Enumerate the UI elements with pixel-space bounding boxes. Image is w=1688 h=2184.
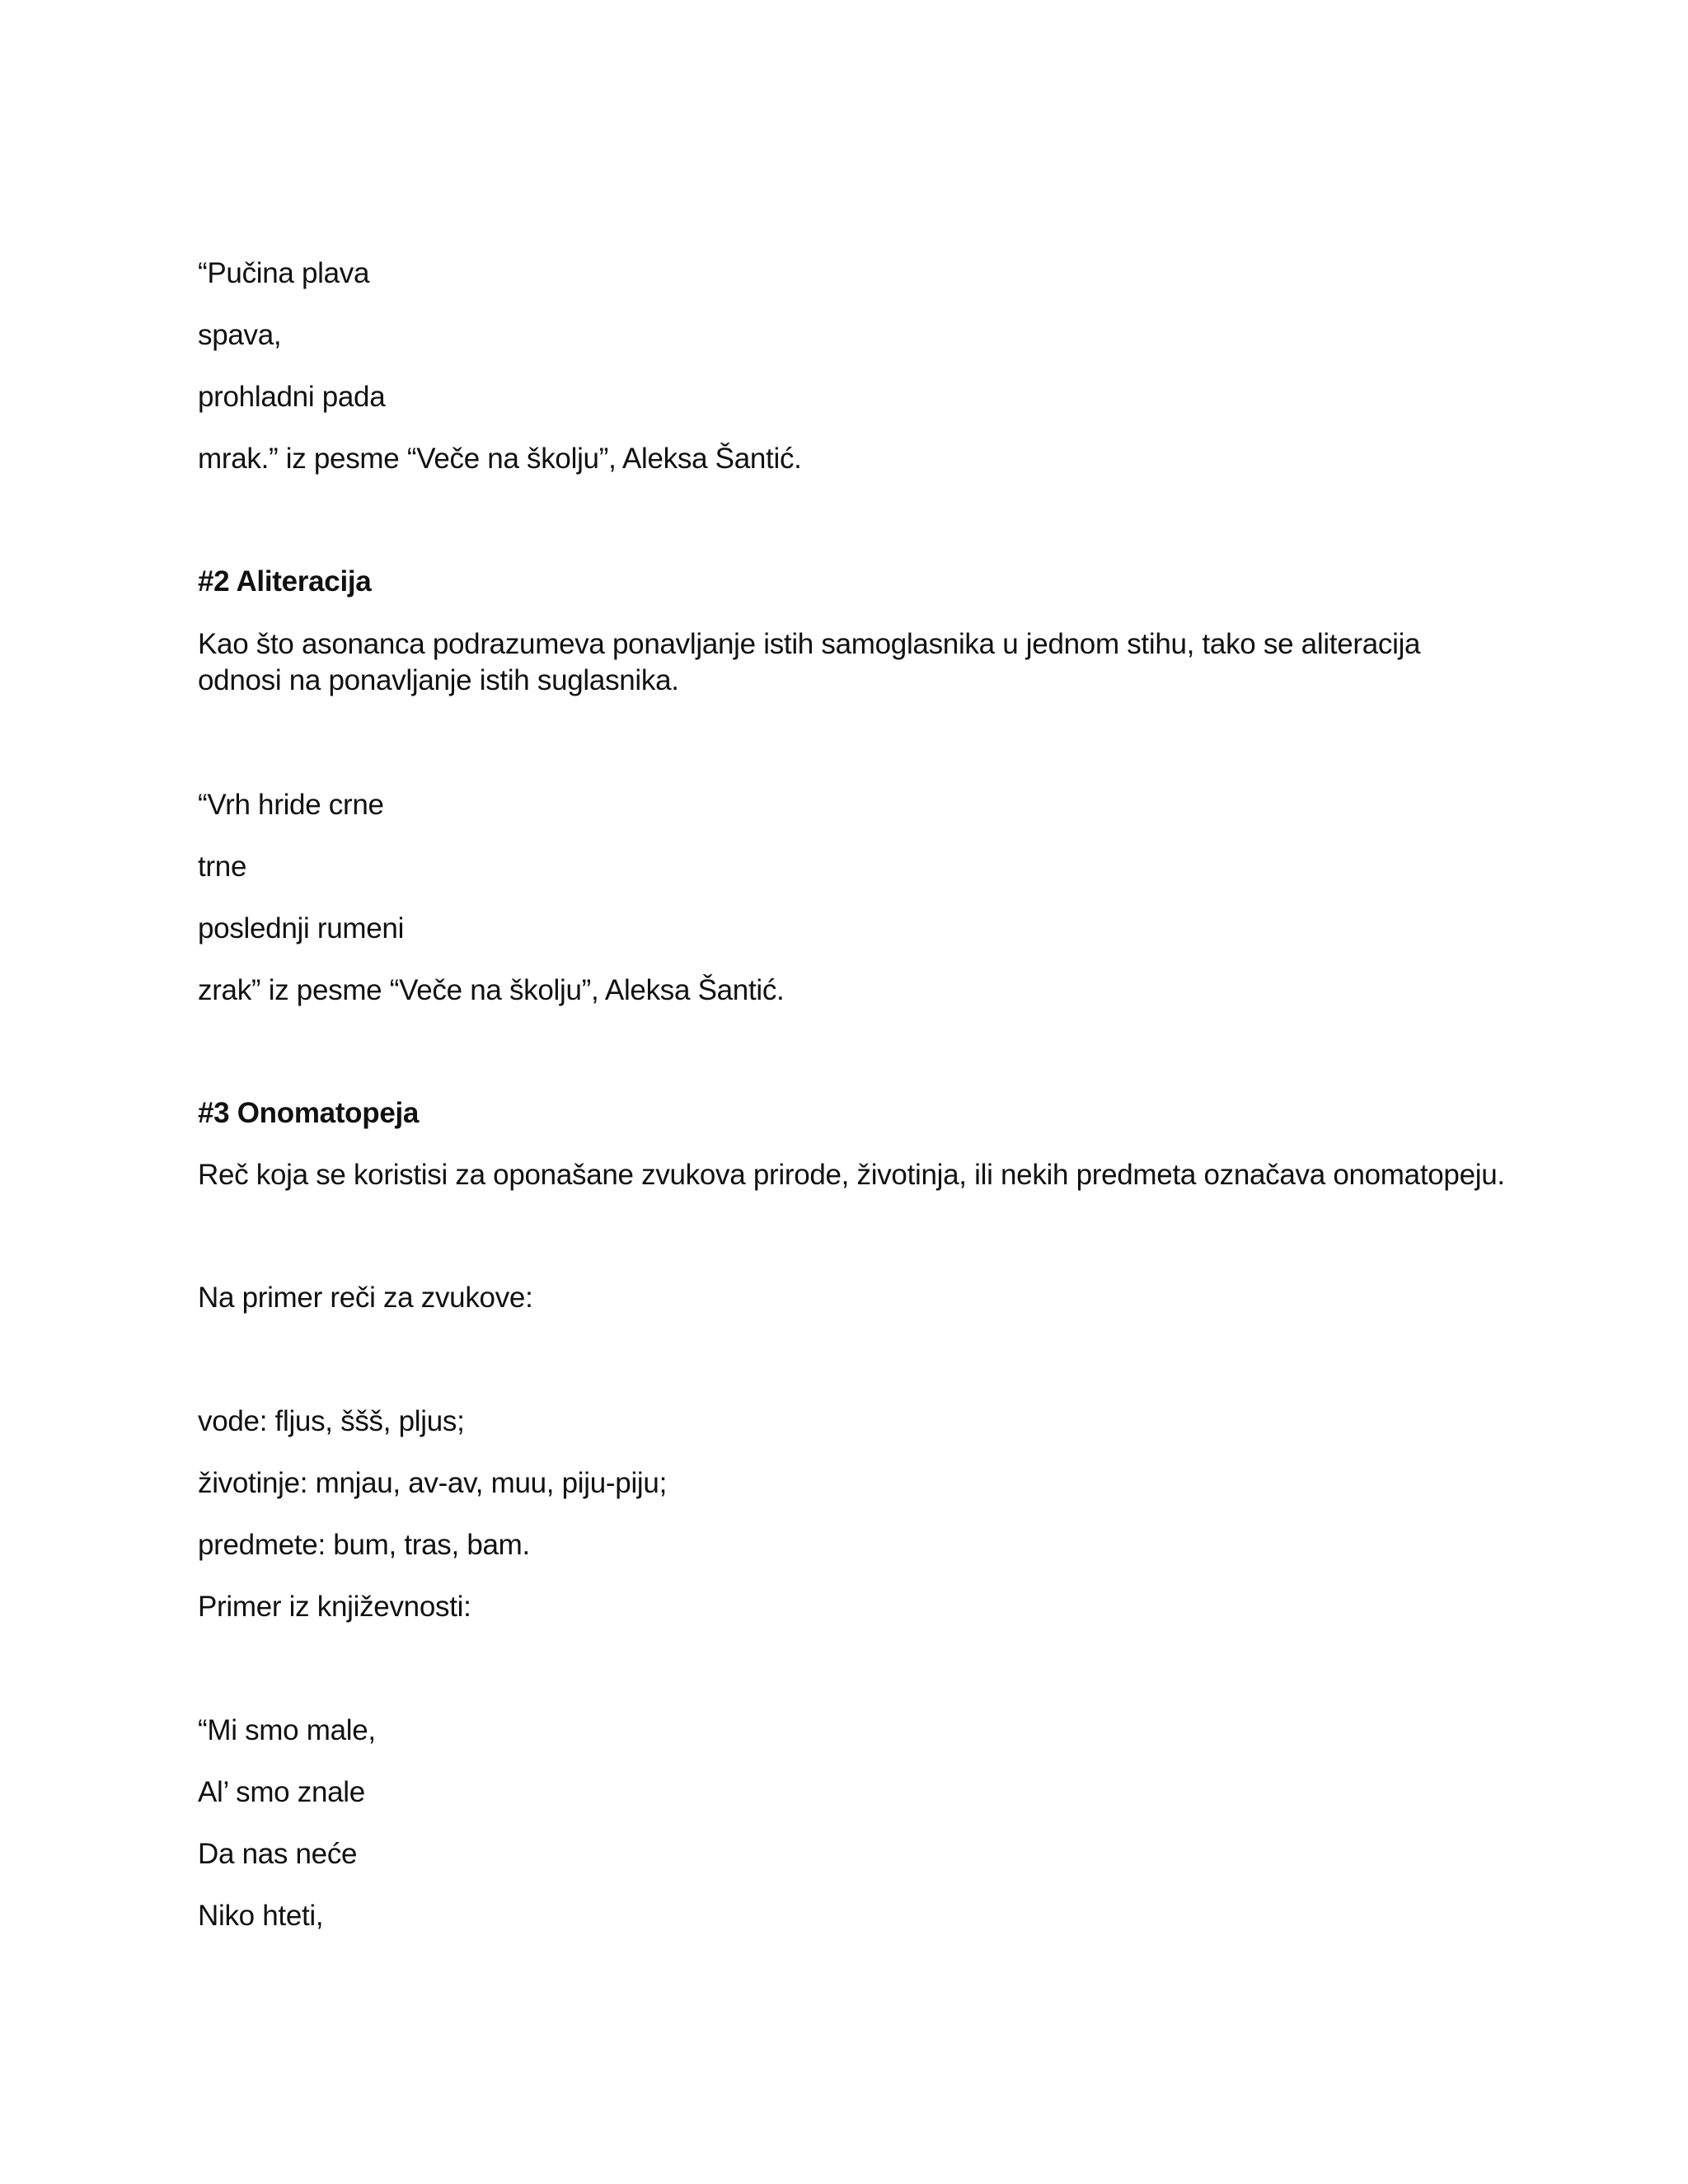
literary-intro: Primer iz književnosti: — [198, 1591, 471, 1623]
section2-heading: #2 Aliteracija — [198, 565, 372, 598]
stanza2-line3: poslednji rumeni — [198, 912, 405, 944]
stanza3-line1: “Mi smo male, — [198, 1714, 376, 1746]
stanza1-line4: mrak.” iz pesme “Veče na školju”, Aleksa Šantić. — [198, 443, 802, 475]
example-animals: životinje: mnjau, av-av, muu, piju-piju; — [198, 1467, 667, 1499]
stanza1-line1: “Pučina plava — [198, 257, 370, 289]
example-objects: predmete: bum, tras, bam. — [198, 1529, 530, 1561]
stanza2-line2: trne — [198, 851, 247, 883]
stanza3-line2: Al’ smo znale — [198, 1776, 365, 1808]
section3-intro: Na primer reči za zvukove: — [198, 1282, 533, 1314]
stanza1-line2: spava, — [198, 319, 282, 351]
stanza2-line4: zrak” iz pesme “Veče na školju”, Aleksa Šantić. — [198, 974, 785, 1006]
stanza1-line3: prohladni pada — [198, 381, 386, 413]
section3-heading: #3 Onomatopeja — [198, 1097, 420, 1129]
section3-body: Reč koja se koristisi za oponašane zvukova prirode, životinja, ili nekih predmeta označava onomatopeju. — [198, 1159, 1505, 1191]
example-water: vode: fljus, ššš, pljus; — [198, 1405, 465, 1437]
stanza3-line3: Da nas neće — [198, 1838, 358, 1870]
section2-body: Kao što asonanca podrazumeva ponavljanje istih samoglasnika u jednom stihu, tako se aliteracija odnosi na ponavljanje istih suglasnika. — [198, 628, 1421, 696]
stanza2-line1: “Vrh hride crne — [198, 789, 384, 821]
stanza3-line4: Niko hteti, — [198, 1900, 324, 1932]
